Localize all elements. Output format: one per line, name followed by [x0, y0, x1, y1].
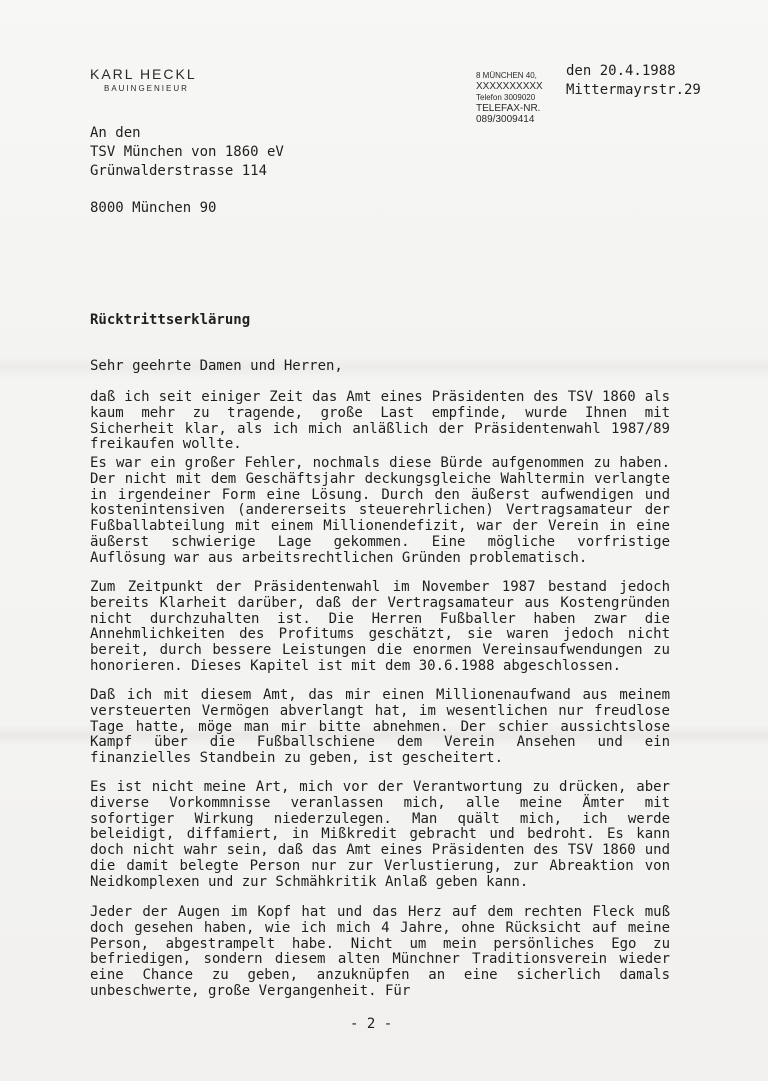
page-number: - 2 -: [350, 1016, 393, 1032]
telefax-label: TELEFAX-NR.: [476, 103, 541, 114]
sender-street: Mittermayrstr.29: [566, 82, 701, 98]
recipient-line-4: 8000 München 90: [90, 200, 217, 216]
sender-city: 8 MÜNCHEN 40,: [476, 71, 537, 80]
recipient-line-2: TSV München von 1860 eV: [90, 144, 284, 160]
recipient-address: [90, 124, 284, 218]
recipient-line-3: Grünwalderstrasse 114: [90, 163, 268, 179]
salutation: Sehr geehrte Damen und Herren,: [90, 358, 343, 374]
paragraph-6: Jeder der Augen im Kopf hat und das Herz auf dem rechten Fleck muß doch gesehen haben, wie ich mich 4 Jahre, ohne Rücksicht auf meine Person, abgestrampelt habe. Nicht um mein persönliches Ego zu befriedigen, sondern diesem alten Münchner Traditionsverein wieder eine Chance zu geben, anzuknüpfen an eine sicherlich damals unbeschwerte, große Vergangenheit. Für: [90, 904, 670, 999]
letterhead-name: KARL HECKL: [90, 66, 197, 82]
paragraph-1: daß ich seit einiger Zeit das Amt eines Präsidenten des TSV 1860 als kaum mehr zu tragende, große Last empfinde, wurde Ihnen mit Sicherheit klar, als ich mich anläßlich der Präsidentenwahl 1987/89 freikaufen wollte.: [90, 389, 670, 453]
paragraph-3: Zum Zeitpunkt der Präsidentenwahl im November 1987 bestand jedoch bereits Klarheit darüber, daß der Vertragsamateur aus Kostengründen nicht durchzuhalten ist. Die Herren Fußballer haben zwar die Annehmlichkeiten des Profitums geschätzt, sie waren jedoch nicht bereit, durch bessere Leistungen die enormen Vereinsaufwendungen zu honorieren. Dieses Kapitel ist mit dem 30.6.1988 abgeschlossen.: [90, 579, 670, 674]
telefax-number: 089/3009414: [476, 114, 535, 125]
letter-date: den 20.4.1988: [566, 63, 676, 79]
paragraph-2: Es war ein großer Fehler, nochmals diese Bürde aufgenommen zu haben. Der nicht mit dem Geschäftsjahr deckungsgleiche Wahltermin verlangte in irgendeiner Form eine Lösung. Durch den äußerst aufwendigen und kostenintensiven (andererseits steuerehrlichen) Vertragsamateur der Fußballabteilung mit einem Millionendefizit, war der Verein in eine äußerst schwierige Lage gekommen. Eine mögliche vorfristige Auflösung war aus arbeitsrechtlichen Gründen problematisch.: [90, 455, 670, 566]
letterhead-title: BAUINGENIEUR: [104, 84, 189, 93]
letter-subject: Rücktrittserklärung: [90, 312, 251, 328]
paragraph-5: Es ist nicht meine Art, mich vor der Verantwortung zu drücken, aber diverse Vorkommnisse veranlassen mich, alle meine Ämter mit sofortiger Wirkung niederzulegen. Man quält mich, ich werde beleidigt, diffamiert, in Mißkredit gebracht und bedroht. Es kann doch nicht wahr sein, daß das Amt eines Präsidenten des TSV 1860 und die damit belegte Person nur zur Verlustierung, zur Abreaktion von Neidkomplexen und zur Schmähkritik Anlaß geben kann.: [90, 779, 670, 890]
paragraph-4: Daß ich mit diesem Amt, das mir einen Millionenaufwand aus meinem versteuerten Vermögen abverlangt hat, im wesentlichen nur freudlose Tage hatte, möge man mir bitte abnehmen. Der schier aussichtslose Kampf über die Fußballschiene dem Verein Ansehen und ein finanzielles Standbein zu geben, ist gescheitert.: [90, 687, 670, 767]
sender-struck-line: XXXXXXXXXX: [476, 81, 543, 92]
recipient-line-1: An den: [90, 125, 141, 141]
sender-stamp: [476, 70, 543, 125]
sender-phone: Telefon 3009020: [476, 93, 536, 102]
